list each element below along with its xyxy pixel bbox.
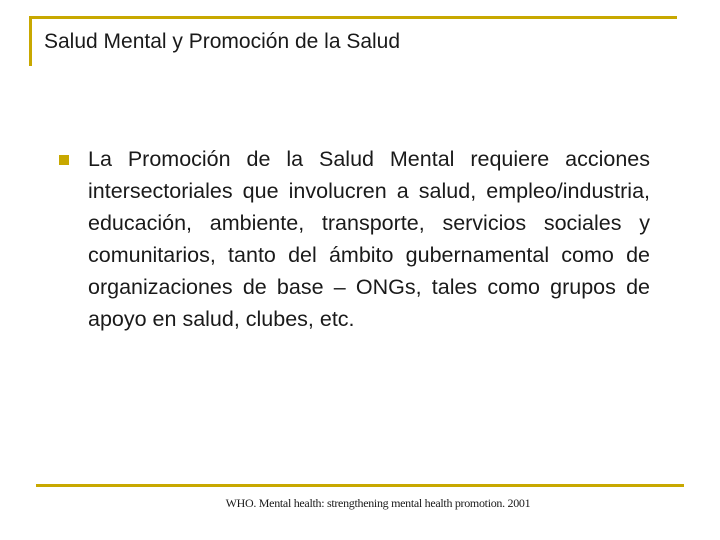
title-frame-left-rule (29, 16, 32, 66)
square-bullet-icon (59, 155, 69, 165)
title-frame-top-rule (29, 16, 677, 19)
footer-reference: WHO. Mental health: strengthening mental health promotion. 2001 (225, 496, 531, 510)
bullet-text: La Promoción de la Salud Mental requiere acciones intersectoriales que involucren a salud, empleo/industria, educación, ambiente, transporte, servicios sociales y comunitarios, tanto del ámbito gubernamental como de organizaciones de base – ONGs, tales como grupos de apoyo en salud, clubes, etc. (88, 147, 650, 331)
slide-title: Salud Mental y Promoción de la Salud (44, 30, 401, 53)
footer-rule (36, 484, 684, 487)
